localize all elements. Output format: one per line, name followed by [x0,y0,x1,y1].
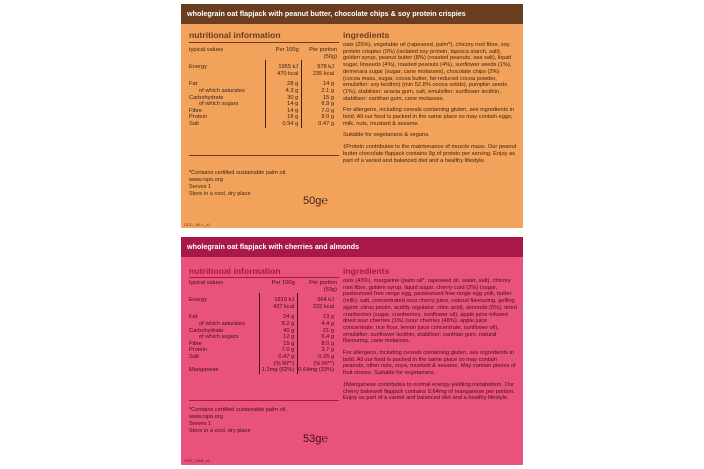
nutrition-header-row [189,47,337,60]
nutrition-heading-rule [189,42,339,43]
table-row: Carbohydrate 30 g 15 g [189,95,337,102]
col-typical-values: typical values [189,280,224,286]
product-title: wholegrain oat flapjack with cherries and almonds [181,237,523,257]
ingredients-text: oats (43%), margarine (palm oil*, rapeseed oil, water, salt), chicory root fibre, golden syrup, liquid sugar, cherry curd (2%) (sugar, pasteurised free range egg, pasteurised free range egg yolk, butter (milk), salt, concentrated sour cherry juice, natural flavouring, gelling agent: citrus pectin, acidity regulator: citric acid), almonds (5%), dried cranberries (sugar, cranberries, sunflower oil), apple juice-infused dried sour cherries (1%) (sour cherries (48%), apple juice concentrate, rice flour, lemon juice concentrate, sunflower oil), emulsifier: sunflower lecithin, stabiliser: xanthan gum, natural flavouring, cane molasses. For allergens, including cereals containing gluten, see ingredients in bold. All our food is packed in the same place so may contain peanuts, other nuts, soya, mustard & sesame. May contain pieces of fruit stones. Suitable for vegetarians. ‡Manganese contributes to normal energy-yielding metabolism. Our cherry bakewell flapjack contains 0.64mg of manganese per portion. Enjoy as part of a varied and balanced diet and a healthy lifestyle. [343,278,517,402]
nutrition-header-row [189,280,337,293]
col-per-portion: Per portion (53g) [309,280,337,293]
table-row: Protein 18 g 9.0 g [189,114,337,121]
table-row: of which sugars 12 g 6.4 g [189,334,337,341]
nutrition-bottom-rule [189,155,339,156]
ingredients-heading: ingredients [343,266,390,276]
col-per-100g: Per 100g [275,47,299,53]
table-row: Salt 0.47 g 0.25 g [189,354,337,361]
product-title: wholegrain oat flapjack with peanut butter, chocolate chips & soy protein crispies [181,4,523,24]
col-per-portion: Per portion (50g) [309,47,337,60]
table-row: Fibre 15 g 8.0 g [189,341,337,348]
col-per-100g: Per 100g [271,280,295,286]
table-row: 437 kcal 232 kcal [189,304,337,311]
nutrition-heading: nutritional information [189,30,281,40]
col-typical-values: typical values [189,47,224,53]
table-row: of which saturates 4.3 g 2.1 g [189,88,337,95]
table-row: Fat 24 g 13 g [189,314,337,321]
table-row: of which saturates 8.2 g 4.4 g [189,321,337,328]
table-row: Manganese 1.2mg (62%) 0.64mg (33%) [189,367,337,374]
storage-info: *Contains certified sustainable palm oil. www.rspo.org Serves 1 Store in a cool, dry place [189,407,287,434]
net-weight: 53g℮ [303,433,328,445]
table-row: 470 kcal 235 kcal [189,71,337,78]
net-weight: 50g℮ [303,195,328,207]
table-row: Salt 0.94 g 0.47 g [189,121,337,128]
table-row: Energy 1955 kJ 978 kJ [189,64,337,71]
table-row: Fibre 14 g 7.0 g [189,108,337,115]
cherry-almond-flapjack-label [181,237,523,465]
table-row: Fat 28 g 14 g [189,81,337,88]
nutrition-bottom-rule [189,400,339,401]
label-code: CFN_16kB_v1 [184,458,211,463]
nutrition-table [189,280,337,374]
table-row: Energy 1819 kJ 964 kJ [189,297,337,304]
table-row: Carbohydrate 40 g 21 g [189,328,337,335]
nutrition-heading: nutritional information [189,266,281,276]
ingredients-text: oats (25%), vegetable oil (rapeseed, palm*), chicory root fibre, soy protein crispies (9%) (isolated soy protein, tapioca starch, salt), golden syrup, peanut butter (8%) (roasted peanuts, sea salt), liquid sugar, linseeds (4%), roasted peanuts (4%), sunflower seeds (1%), demerara sugar (sugar, cane molasses), chocolate chips (2%) (cocoa mass, sugar, cocoa butter, fat-reduced cocoa powder, emulsifier: soy lecithin) (min 52.8% cocoa solids), pumpkin seeds (1%), stabiliser: acacia gum, salt, emulsifier: sunflower lecithin, stabiliser: xanthan gum, cane molasses. For allergens, including cereals containing gluten, see ingredients in bold. All our food is packed in the same place so may contain eggs, milk, nuts, mustard & sesame. Suitable for vegetarians & vegans. ‡Protein contributes to the maintenance of muscle mass. Our peanut butter chocolate flapjack contains 9g of protein per serving. Enjoy as part of a varied and balanced diet and a healthy lifestyle. [343,42,517,164]
peanut-butter-flapjack-label [181,4,523,228]
nutrition-heading-rule [189,277,339,278]
storage-info: *Contains certified sustainable palm oil. www.rspo.org Serves 1 Store in a cool, dry place [189,170,287,197]
table-row: Protein 7.0 g 3.7 g [189,347,337,354]
ingredients-heading: ingredients [343,30,390,40]
table-row: of which sugars 14 g 6.9 g [189,101,337,108]
table-row: (% RI**) (% RI**) [189,361,337,368]
label-code: DCD_16LL_v1 [184,222,211,227]
nutrition-table [189,47,337,128]
